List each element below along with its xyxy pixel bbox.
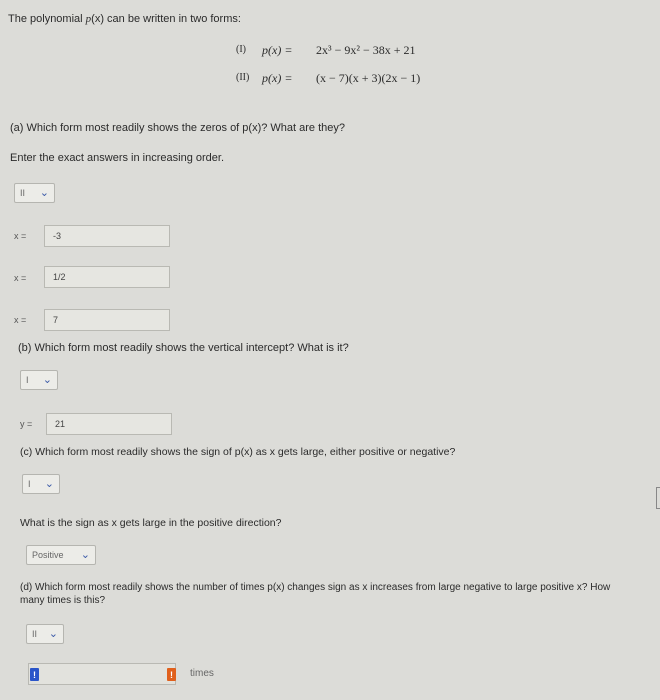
part-a-question: (a) Which form most readily shows the zeros of p(x)? What are they? bbox=[10, 122, 346, 134]
page-edge-marker bbox=[656, 487, 660, 509]
intercept-label: y = bbox=[20, 419, 33, 429]
part-b-select-value: I bbox=[26, 375, 29, 385]
sign-select-value: Positive bbox=[32, 550, 64, 560]
part-a-select-value: II bbox=[20, 188, 26, 198]
form-2-rhs: (x − 7)(x + 3)(2x − 1) bbox=[316, 71, 421, 85]
chevron-down-icon: ⌄ bbox=[44, 477, 54, 490]
form-1-number: (I) bbox=[236, 44, 246, 55]
part-c-form-select[interactable] bbox=[22, 474, 60, 494]
sign-change-count-input[interactable] bbox=[28, 663, 176, 685]
part-b-form-select[interactable] bbox=[20, 370, 58, 390]
part-d-question-line1: (d) Which form most readily shows the number of times p(x) changes sign as x increases from large negative to large positive x? How bbox=[20, 582, 611, 593]
zero-3-input[interactable]: 7 bbox=[44, 309, 170, 331]
part-b-question: (b) Which form most readily shows the vertical intercept? What is it? bbox=[18, 342, 349, 354]
chevron-down-icon: ⌄ bbox=[42, 373, 52, 386]
chevron-down-icon: ⌄ bbox=[39, 186, 49, 199]
intro-text bbox=[8, 13, 241, 25]
intro-poly: p bbox=[85, 13, 92, 25]
part-d-select-value: II bbox=[32, 629, 38, 639]
part-c-select-value: I bbox=[28, 479, 31, 489]
form-2-number: (II) bbox=[236, 72, 250, 83]
intro-var: (x) bbox=[91, 13, 104, 25]
chevron-down-icon: ⌄ bbox=[48, 627, 58, 640]
intro-suffix: can be written in two forms: bbox=[103, 13, 241, 25]
intro-prefix: The polynomial bbox=[8, 13, 86, 25]
warning-icon: ! bbox=[167, 668, 176, 681]
info-icon: ! bbox=[30, 668, 39, 681]
zero-2-input[interactable]: 1/2 bbox=[44, 266, 170, 288]
part-d-question-line2: many times is this? bbox=[20, 595, 106, 606]
part-c-sub-question: What is the sign as x gets large in the positive direction? bbox=[20, 517, 282, 529]
part-a-form-select[interactable] bbox=[14, 183, 55, 203]
part-c-question: (c) Which form most readily shows the sign of p(x) as x gets large, either positive or negative? bbox=[20, 446, 456, 458]
form-2-lhs: p(x) = bbox=[262, 71, 293, 85]
zero-1-input[interactable]: -3 bbox=[44, 225, 170, 247]
part-a-instruction: Enter the exact answers in increasing order. bbox=[10, 152, 225, 164]
zero-3-label: x = bbox=[14, 315, 27, 325]
sign-select[interactable] bbox=[26, 545, 96, 565]
zero-2-label: x = bbox=[14, 273, 27, 283]
zero-1-label: x = bbox=[14, 231, 27, 241]
form-1-lhs: p(x) = bbox=[262, 43, 293, 57]
times-unit-label: times bbox=[190, 668, 214, 679]
chevron-down-icon: ⌄ bbox=[80, 548, 90, 561]
intercept-input[interactable]: 21 bbox=[46, 413, 172, 435]
form-1-rhs: 2x³ − 9x² − 38x + 21 bbox=[316, 43, 416, 57]
part-d-form-select[interactable] bbox=[26, 624, 64, 644]
